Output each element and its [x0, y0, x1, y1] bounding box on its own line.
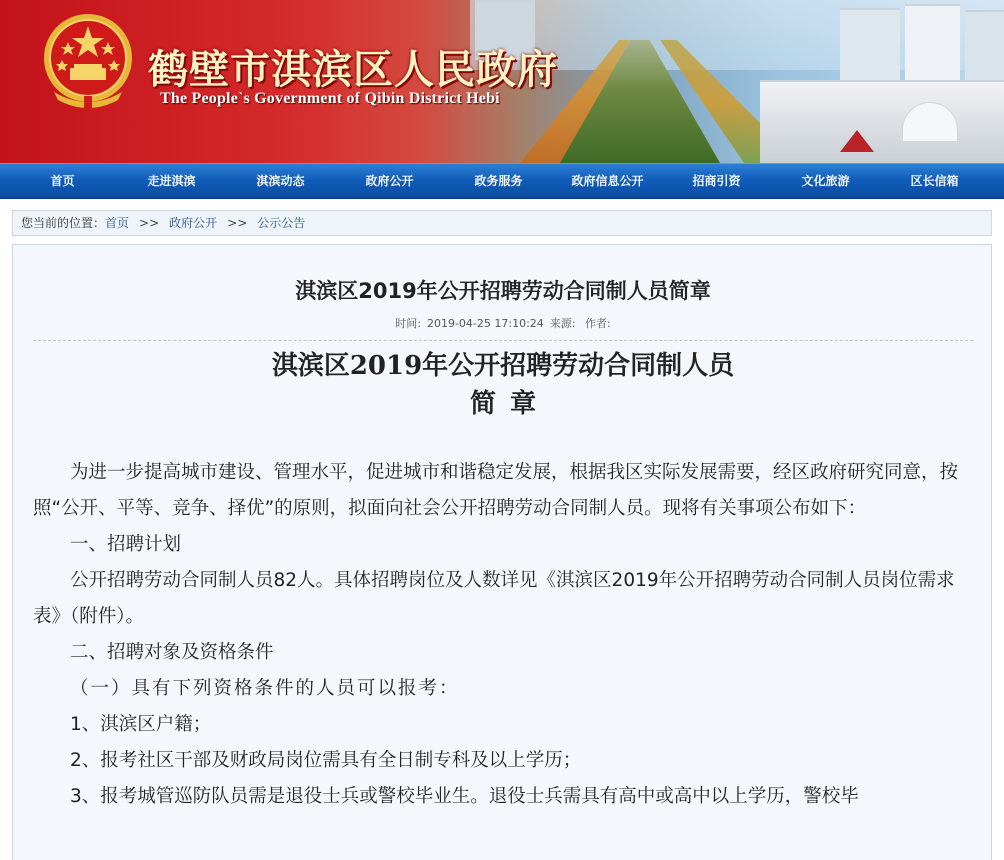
meta-time: 2019-04-25 17:10:24	[426, 317, 544, 330]
meta-author-label: 作者:	[585, 317, 611, 330]
list-item: 1、淇滨区户籍；	[70, 714, 212, 735]
divider	[33, 340, 973, 341]
article-title: 淇滨区2019年公开招聘劳动合同制人员简章	[295, 279, 711, 303]
breadcrumb-link-announcements[interactable]: 公示公告	[257, 216, 306, 230]
nav-item-gov-public[interactable]: 政府公开	[365, 174, 414, 188]
article-body	[33, 455, 973, 815]
banner-building	[965, 10, 1004, 80]
nav-item-gov-info[interactable]: 政府信息公开	[571, 174, 644, 188]
banner-building	[840, 8, 900, 88]
section-heading-plan: 一、招聘计划	[70, 534, 182, 555]
breadcrumb-separator: >>	[139, 216, 160, 230]
document-heading: 淇滨区2019年公开招聘劳动合同制人员	[271, 351, 735, 381]
site-title: 鹤壁市淇滨区人民政府	[148, 46, 558, 93]
article-meta	[13, 315, 992, 331]
national-emblem-icon	[40, 12, 136, 112]
banner-building	[760, 80, 1004, 163]
nav-item-news[interactable]: 淇滨动态	[256, 174, 305, 188]
nav-item-mayor-mailbox[interactable]: 区长信箱	[910, 174, 959, 188]
breadcrumb-link-gov-public[interactable]: 政府公开	[169, 216, 218, 230]
nav-item-culture-tourism[interactable]: 文化旅游	[801, 174, 850, 188]
list-item: 3、报考城管巡防队员需是退役士兵或警校毕业生。退役士兵需具有高中或高中以上学历，警校毕	[70, 786, 859, 807]
breadcrumb	[12, 210, 992, 236]
site-subtitle: The People`s Government of Qibin District Hebi	[160, 90, 500, 107]
article-container	[12, 244, 992, 860]
main-nav	[0, 163, 1004, 199]
paragraph-plan: 公开招聘劳动合同制人员82人。具体招聘岗位及人数详见《淇滨区2019年公开招聘劳动合同制人员岗位需求表》（附件）。	[33, 570, 955, 627]
breadcrumb-separator: >>	[227, 216, 248, 230]
meta-source-label: 来源:	[549, 317, 576, 330]
nav-item-home[interactable]: 首页	[50, 174, 75, 188]
breadcrumb-prefix: 您当前的位置：	[21, 216, 106, 230]
header-banner	[0, 0, 1004, 163]
nav-item-investment[interactable]: 招商引资	[692, 174, 741, 188]
paragraph-intro: 为进一步提高城市建设、管理水平，促进城市和谐稳定发展，根据我区实际发展需要，经区政府研究同意，按照“公开、平等、竞争、择优”的原则，拟面向社会公开招聘劳动合同制人员。现将有关事项公布如下：	[33, 462, 959, 519]
paragraph-eligibility-intro: （一）具有下列资格条件的人员可以报考：	[70, 678, 460, 699]
section-heading-eligibility: 二、招聘对象及资格条件	[70, 642, 274, 663]
nav-item-gov-services[interactable]: 政务服务	[474, 174, 523, 188]
nav-item-about-qibin[interactable]: 走进淇滨	[147, 174, 196, 188]
document-subheading: 简章	[469, 389, 550, 419]
meta-time-label: 时间:	[395, 317, 421, 330]
breadcrumb-link-home[interactable]: 首页	[105, 216, 130, 230]
list-item: 2、报考社区干部及财政局岗位需具有全日制专科及以上学历；	[70, 750, 582, 771]
